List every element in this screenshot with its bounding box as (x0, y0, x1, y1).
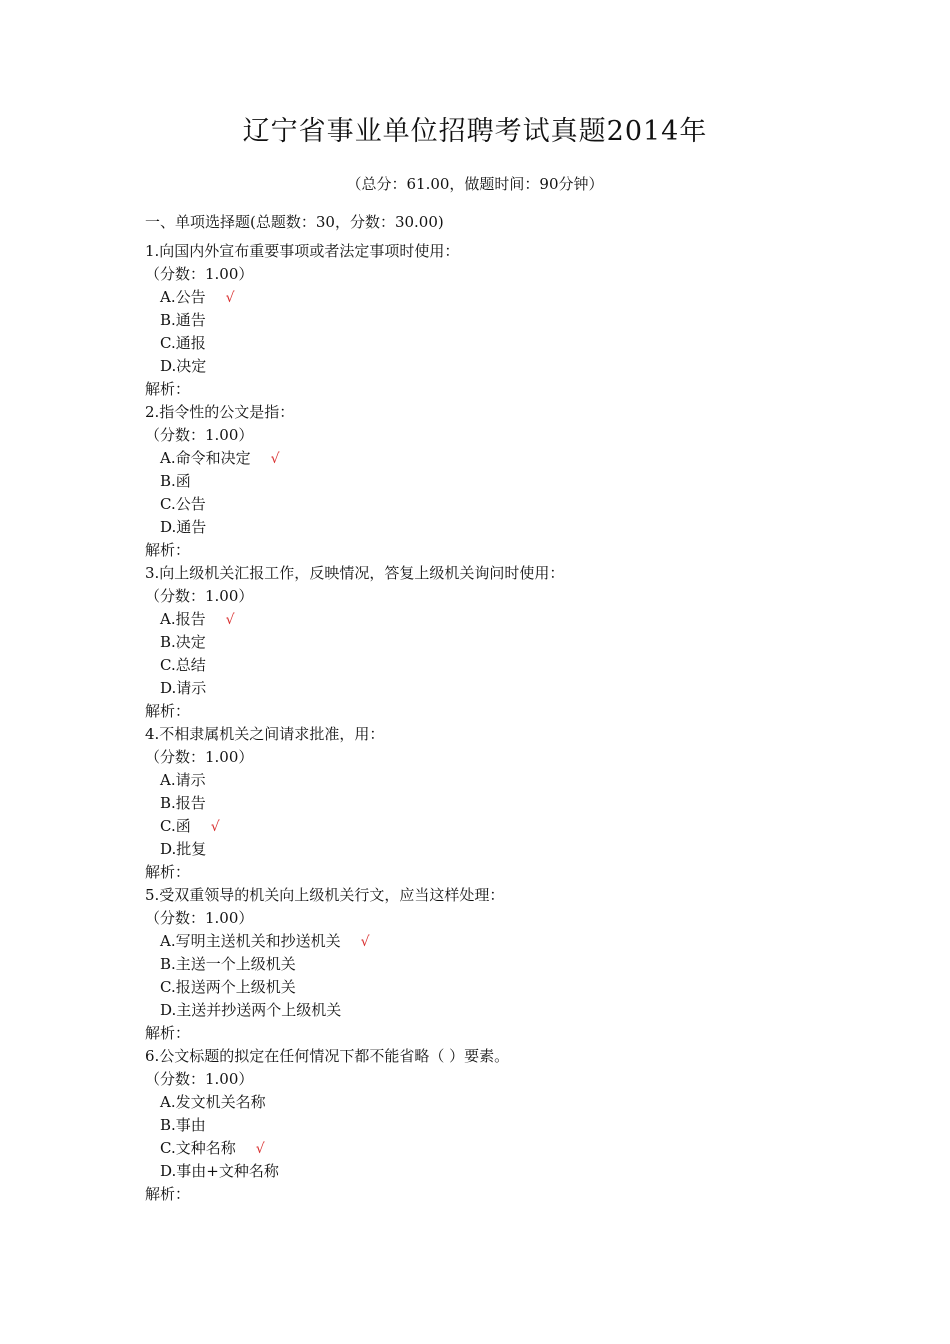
answer-option-label: D.请示 (160, 679, 207, 697)
analysis-label: 解析： (145, 380, 191, 398)
answer-option-label: C.公告 (160, 495, 206, 513)
answer-option (145, 838, 845, 861)
question-stem: 1.向国内外宣布重要事项或者法定事项时使用： (145, 242, 460, 260)
answer-option-label: D.批复 (160, 840, 207, 858)
answer-option (145, 631, 845, 654)
answer-option (145, 953, 845, 976)
question-6 (145, 1045, 845, 1206)
answer-option-label: A.请示 (160, 771, 206, 789)
answer-option-label: A.命令和决定 (160, 449, 251, 467)
analysis-label: 解析： (145, 1024, 191, 1042)
answer-option-label: A.发文机关名称 (160, 1093, 266, 1111)
answer-option-label: C.文种名称 (160, 1139, 236, 1157)
question-score: （分数：1.00） (145, 748, 254, 766)
answer-option-label: B.报告 (160, 794, 206, 812)
answer-option-label: D.决定 (160, 357, 207, 375)
question-score: （分数：1.00） (145, 587, 254, 605)
question-stem: 4.不相隶属机关之间请求批准，用： (145, 725, 385, 743)
answer-option (145, 976, 845, 999)
question-stem: 5.受双重领导的机关向上级机关行文，应当这样处理： (145, 886, 505, 904)
question-3 (145, 562, 845, 723)
answer-option (145, 447, 845, 470)
answer-option (145, 1137, 845, 1160)
answer-option (145, 309, 845, 332)
question-stem: 2.指令性的公文是指： (145, 403, 295, 421)
answer-option-label: A.公告 (160, 288, 206, 306)
analysis-label: 解析： (145, 863, 191, 881)
question-score: （分数：1.00） (145, 909, 254, 927)
answer-option-label: C.通报 (160, 334, 206, 352)
page-title: 辽宁省事业单位招聘考试真题2014年 (242, 116, 708, 147)
correct-answer-check-icon: √ (255, 1141, 265, 1157)
answer-option (145, 769, 845, 792)
question-4 (145, 723, 845, 884)
answer-option-label: D.事由+文种名称 (160, 1162, 279, 1180)
answer-option-label: B.决定 (160, 633, 206, 651)
answer-option (145, 493, 845, 516)
exam-summary: （总分：61.00，做题时间：90分钟） (346, 175, 604, 193)
question-stem: 6.公文标题的拟定在任何情况下都不能省略（ ）要素。 (145, 1047, 510, 1065)
answer-option-label: D.通告 (160, 518, 207, 536)
answer-option-label: A.报告 (160, 610, 206, 628)
answer-option-label: C.函 (160, 817, 191, 835)
answer-option-label: D.主送并抄送两个上级机关 (160, 1001, 342, 1019)
answer-option (145, 470, 845, 493)
question-score: （分数：1.00） (145, 1070, 254, 1088)
correct-answer-check-icon: √ (225, 612, 235, 628)
question-list (145, 210, 845, 1206)
correct-answer-check-icon: √ (210, 819, 220, 835)
question-stem: 3.向上级机关汇报工作，反映情况，答复上级机关询问时使用： (145, 564, 565, 582)
analysis-label: 解析： (145, 541, 191, 559)
question-1 (145, 240, 845, 401)
answer-option-label: B.函 (160, 472, 191, 490)
correct-answer-check-icon: √ (360, 934, 370, 950)
answer-option (145, 677, 845, 700)
answer-option (145, 792, 845, 815)
answer-option-label: B.主送一个上级机关 (160, 955, 296, 973)
question-score: （分数：1.00） (145, 265, 254, 283)
answer-option (145, 608, 845, 631)
answer-option-label: A.写明主送机关和抄送机关 (160, 932, 341, 950)
question-5 (145, 884, 845, 1045)
answer-option-label: C.报送两个上级机关 (160, 978, 296, 996)
answer-option (145, 815, 845, 838)
section-heading: 一、单项选择题(总题数：30，分数：30.00) (145, 213, 444, 231)
questions-container (145, 240, 845, 1206)
question-score: （分数：1.00） (145, 426, 254, 444)
answer-option (145, 516, 845, 539)
analysis-label: 解析： (145, 702, 191, 720)
answer-option (145, 654, 845, 677)
answer-option (145, 286, 845, 309)
answer-option-label: B.通告 (160, 311, 206, 329)
answer-option (145, 1091, 845, 1114)
question-2 (145, 401, 845, 562)
analysis-label: 解析： (145, 1185, 191, 1203)
answer-option (145, 1160, 845, 1183)
answer-option (145, 930, 845, 953)
answer-option (145, 999, 845, 1022)
answer-option-label: B.事由 (160, 1116, 206, 1134)
correct-answer-check-icon: √ (225, 290, 235, 306)
correct-answer-check-icon: √ (270, 451, 280, 467)
answer-option-label: C.总结 (160, 656, 206, 674)
answer-option (145, 332, 845, 355)
answer-option (145, 355, 845, 378)
answer-option (145, 1114, 845, 1137)
